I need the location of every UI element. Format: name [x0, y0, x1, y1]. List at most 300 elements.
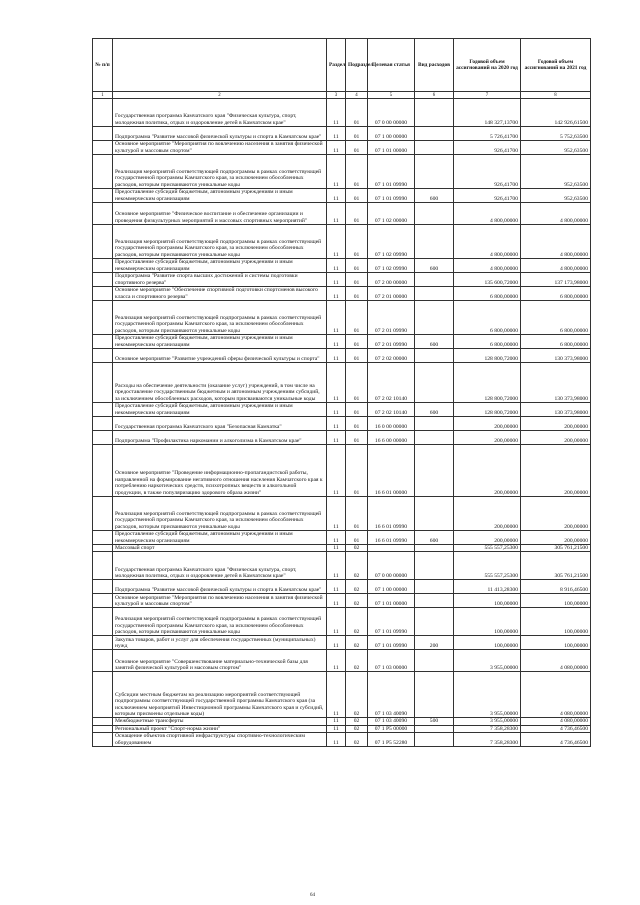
- item-name-cell: Реализация мероприятий соответствующей подпрограммы в рамках соответствующей государственной программы Камчатского края, за исключением обособленных расходов, которым присваиваются уникальные коды: [113, 225, 327, 259]
- index-cell: 1: [93, 92, 113, 99]
- expense-type-cell: [415, 545, 454, 552]
- row-number-cell: [93, 417, 113, 431]
- table-row: [93, 99, 591, 127]
- target-article-cell: 07 0 00 00000: [368, 552, 415, 580]
- row-number-cell: [93, 552, 113, 580]
- target-article-cell: 07 1 01 09990: [368, 189, 415, 203]
- target-article-cell: [368, 545, 415, 552]
- amount-2021-cell: 6 800,00000: [521, 335, 591, 349]
- item-name-cell: Реализация мероприятий соответствующей подпрограммы в рамках соответствующей государственной программы Камчатского края, за исключением обособленных расходов, которым присваиваются уникальные коды: [113, 155, 327, 189]
- index-cell: 6: [415, 92, 454, 99]
- amount-2021-cell: 130 373,98000: [521, 363, 591, 403]
- row-number-cell: [93, 497, 113, 531]
- column-index-row: [93, 92, 591, 99]
- amount-2021-cell: 100,00000: [521, 608, 591, 636]
- row-number-cell: [93, 141, 113, 155]
- amount-2021-cell: 4 800,00000: [521, 203, 591, 225]
- podrazdel-cell: 01: [346, 301, 368, 335]
- razdel-cell: 11: [327, 552, 346, 580]
- item-name-cell: Реализация мероприятий соответствующей подпрограммы в рамках соответствующей государственной программы Камчатского края, за исключением обособленных расходов, которым присваиваются уникальные коды: [113, 497, 327, 531]
- podrazdel-cell: 01: [346, 363, 368, 403]
- target-article-cell: 07 2 01 00000: [368, 287, 415, 301]
- row-number-cell: [93, 287, 113, 301]
- amount-2020-cell: 3 955,00000: [454, 718, 521, 725]
- amount-2020-cell: 5 726,41700: [454, 127, 521, 141]
- table-row: [93, 417, 591, 431]
- row-number-cell: [93, 445, 113, 497]
- amount-2021-cell: 200,00000: [521, 431, 591, 445]
- expense-type-cell: [415, 417, 454, 431]
- amount-2021-cell: 8 916,46500: [521, 580, 591, 594]
- podrazdel-cell: 01: [346, 127, 368, 141]
- amount-2021-cell: 4 080,00000: [521, 672, 591, 718]
- podrazdel-cell: 02: [346, 733, 368, 747]
- amount-2020-cell: 200,00000: [454, 445, 521, 497]
- table-body: [93, 99, 591, 747]
- razdel-cell: 11: [327, 141, 346, 155]
- podrazdel-cell: 01: [346, 531, 368, 545]
- row-number-cell: [93, 155, 113, 189]
- expense-type-cell: [415, 431, 454, 445]
- amount-2020-cell: 555 557,25300: [454, 545, 521, 552]
- item-name-cell: Массовый спорт: [113, 545, 327, 552]
- target-article-cell: 07 1 03 40090: [368, 672, 415, 718]
- amount-2020-cell: 4 800,00000: [454, 225, 521, 259]
- expense-type-cell: [415, 552, 454, 580]
- target-article-cell: 07 1 02 00000: [368, 203, 415, 225]
- item-name-cell: Реализация мероприятий соответствующей подпрограммы в рамках соответствующей государственной программы Камчатского края, за исключением обособленных расходов, которым присваиваются уникальные коды: [113, 301, 327, 335]
- table-row: [93, 594, 591, 608]
- razdel-cell: 11: [327, 189, 346, 203]
- table-row: [93, 531, 591, 545]
- podrazdel-cell: 02: [346, 545, 368, 552]
- podrazdel-cell: 02: [346, 650, 368, 672]
- table-row: [93, 733, 591, 747]
- target-article-cell: 07 1 03 00000: [368, 650, 415, 672]
- table-row: [93, 552, 591, 580]
- table-row: [93, 580, 591, 594]
- amount-2020-cell: 200,00000: [454, 497, 521, 531]
- target-article-cell: 16 6 01 09990: [368, 497, 415, 531]
- razdel-cell: 11: [327, 733, 346, 747]
- table-row: [93, 672, 591, 718]
- header-name: [113, 39, 327, 92]
- amount-2020-cell: 3 955,00000: [454, 650, 521, 672]
- expense-type-cell: [415, 203, 454, 225]
- row-number-cell: [93, 636, 113, 650]
- razdel-cell: 11: [327, 608, 346, 636]
- amount-2020-cell: 11 413,28300: [454, 580, 521, 594]
- table-row: [93, 431, 591, 445]
- row-number-cell: [93, 650, 113, 672]
- razdel-cell: 11: [327, 431, 346, 445]
- row-number-cell: [93, 608, 113, 636]
- table-row: [93, 636, 591, 650]
- expense-type-cell: [415, 733, 454, 747]
- podrazdel-cell: 02: [346, 552, 368, 580]
- table-row: [93, 445, 591, 497]
- razdel-cell: 11: [327, 718, 346, 725]
- razdel-cell: 11: [327, 636, 346, 650]
- budget-sheet: [92, 38, 590, 747]
- target-article-cell: 07 1 03 40090: [368, 718, 415, 725]
- expense-type-cell: [415, 287, 454, 301]
- item-name-cell: Подпрограмма "Развитие спорта высших достижений и системы подготовки спортивного резерва": [113, 273, 327, 287]
- item-name-cell: Основное мероприятие "Физическое воспитание и обеспечение организации и проведения физкультурных мероприятий и массовых спортивных мероприятий": [113, 203, 327, 225]
- item-name-cell: Основное мероприятие "Мероприятия по вовлечению населения в занятия физической культурой и массовым спортом": [113, 594, 327, 608]
- table-row: [93, 127, 591, 141]
- amount-2021-cell: 200,00000: [521, 531, 591, 545]
- razdel-cell: 11: [327, 725, 346, 732]
- podrazdel-cell: 01: [346, 417, 368, 431]
- index-cell: 5: [368, 92, 415, 99]
- table-row: [93, 225, 591, 259]
- podrazdel-cell: 02: [346, 725, 368, 732]
- amount-2021-cell: 200,00000: [521, 497, 591, 531]
- target-article-cell: 16 6 01 00000: [368, 445, 415, 497]
- row-number-cell: [93, 545, 113, 552]
- amount-2021-cell: 4 080,00000: [521, 650, 591, 672]
- item-name-cell: Подпрограмма "Развитие массовой физической культуры и спорта в Камчатском крае": [113, 580, 327, 594]
- podrazdel-cell: 01: [346, 287, 368, 301]
- item-name-cell: Предоставление субсидий бюджетным, автономным учреждениям и иным некоммерческим организациям: [113, 189, 327, 203]
- header-target-article: Целевая статья: [368, 39, 415, 92]
- podrazdel-cell: 01: [346, 431, 368, 445]
- item-name-cell: Предоставление субсидий бюджетным, автономным учреждениям и иным некоммерческим организациям: [113, 531, 327, 545]
- target-article-cell: 07 1 P5 00000: [368, 725, 415, 732]
- target-article-cell: 07 1 P5 52280: [368, 733, 415, 747]
- razdel-cell: 11: [327, 531, 346, 545]
- budget-table: [92, 38, 591, 747]
- amount-2021-cell: 100,00000: [521, 594, 591, 608]
- item-name-cell: Основное мероприятие "Проведение информационно-пропагандистской работы, направленной на формирование негативного отношения населения Камчатского края к потреблению наркотических средств, психотропных веществ и алкогольной продукции, в также популяризацию здорового образа жизни": [113, 445, 327, 497]
- amount-2020-cell: 100,00000: [454, 608, 521, 636]
- page-number: 64: [310, 893, 315, 898]
- target-article-cell: 07 1 01 00000: [368, 594, 415, 608]
- amount-2021-cell: 952,63500: [521, 189, 591, 203]
- index-cell: 2: [113, 92, 327, 99]
- razdel-cell: 11: [327, 594, 346, 608]
- expense-type-cell: 600: [415, 531, 454, 545]
- index-cell: 3: [327, 92, 346, 99]
- podrazdel-cell: 02: [346, 594, 368, 608]
- target-article-cell: 16 6 00 00000: [368, 431, 415, 445]
- row-number-cell: [93, 733, 113, 747]
- target-article-cell: 07 1 02 09990: [368, 259, 415, 273]
- row-number-cell: [93, 580, 113, 594]
- expense-type-cell: [415, 580, 454, 594]
- expense-type-cell: 200: [415, 636, 454, 650]
- row-number-cell: [93, 335, 113, 349]
- amount-2021-cell: 305 761,21500: [521, 545, 591, 552]
- item-name-cell: Государственная программа Камчатского края "Безопасная Камчатка": [113, 417, 327, 431]
- table-row: [93, 545, 591, 552]
- razdel-cell: 11: [327, 99, 346, 127]
- index-cell: 7: [454, 92, 521, 99]
- expense-type-cell: [415, 127, 454, 141]
- amount-2020-cell: 100,00000: [454, 636, 521, 650]
- amount-2020-cell: 200,00000: [454, 531, 521, 545]
- razdel-cell: 11: [327, 672, 346, 718]
- row-number-cell: [93, 431, 113, 445]
- razdel-cell: 11: [327, 301, 346, 335]
- amount-2020-cell: 3 955,00000: [454, 672, 521, 718]
- amount-2020-cell: 148 327,13700: [454, 99, 521, 127]
- podrazdel-cell: 01: [346, 99, 368, 127]
- podrazdel-cell: 02: [346, 636, 368, 650]
- amount-2021-cell: 200,00000: [521, 445, 591, 497]
- index-cell: 4: [346, 92, 368, 99]
- table-row: [93, 189, 591, 203]
- amount-2021-cell: 4 080,00000: [521, 718, 591, 725]
- header-2021: Годовой объем ассигнований на 2021 год: [521, 39, 591, 92]
- amount-2021-cell: 4 736,46500: [521, 733, 591, 747]
- row-number-cell: [93, 718, 113, 725]
- razdel-cell: 11: [327, 127, 346, 141]
- item-name-cell: Закупка товаров, работ и услуг для обеспечения государственных (муниципальных) нужд: [113, 636, 327, 650]
- razdel-cell: 11: [327, 445, 346, 497]
- row-number-cell: [93, 259, 113, 273]
- podrazdel-cell: 01: [346, 273, 368, 287]
- amount-2021-cell: 4 800,00000: [521, 259, 591, 273]
- row-number-cell: [93, 203, 113, 225]
- podrazdel-cell: 01: [346, 335, 368, 349]
- target-article-cell: 07 2 01 09990: [368, 335, 415, 349]
- amount-2020-cell: 128 800,72000: [454, 363, 521, 403]
- item-name-cell: Основное мероприятие "Развитие учреждений сферы физической культуры и спорта": [113, 349, 327, 363]
- amount-2021-cell: 4 800,00000: [521, 225, 591, 259]
- item-name-cell: Государственная программа Камчатского края "Физическая культура, спорт, молодежная политика, отдых и оздоровление детей в Камчатском крае": [113, 552, 327, 580]
- expense-type-cell: [415, 141, 454, 155]
- amount-2020-cell: 926,41700: [454, 155, 521, 189]
- razdel-cell: 11: [327, 580, 346, 594]
- target-article-cell: 07 2 00 00000: [368, 273, 415, 287]
- index-cell: 8: [521, 92, 591, 99]
- table-row: [93, 403, 591, 417]
- podrazdel-cell: 02: [346, 580, 368, 594]
- amount-2021-cell: 200,00000: [521, 417, 591, 431]
- amount-2020-cell: 4 800,00000: [454, 259, 521, 273]
- expense-type-cell: [415, 155, 454, 189]
- amount-2020-cell: 200,00000: [454, 417, 521, 431]
- row-number-cell: [93, 225, 113, 259]
- target-article-cell: 07 2 01 09990: [368, 301, 415, 335]
- razdel-cell: 11: [327, 497, 346, 531]
- podrazdel-cell: 02: [346, 672, 368, 718]
- item-name-cell: Региональный проект "Спорт-норма жизни": [113, 725, 327, 732]
- table-row: [93, 363, 591, 403]
- amount-2020-cell: 4 800,00000: [454, 203, 521, 225]
- podrazdel-cell: 02: [346, 608, 368, 636]
- target-article-cell: 07 1 00 00000: [368, 127, 415, 141]
- amount-2020-cell: 128 800,72000: [454, 403, 521, 417]
- amount-2021-cell: 305 761,21500: [521, 552, 591, 580]
- target-article-cell: 16 6 01 09990: [368, 531, 415, 545]
- item-name-cell: Реализация мероприятий соответствующей подпрограммы в рамках соответствующей государственной программы Камчатского края, за исключением обособленных расходов, которым присваиваются уникальные коды: [113, 608, 327, 636]
- amount-2021-cell: 4 736,46500: [521, 725, 591, 732]
- table-row: [93, 335, 591, 349]
- header-expense-type: Вид расходов: [415, 39, 454, 92]
- table-row: [93, 608, 591, 636]
- row-number-cell: [93, 672, 113, 718]
- amount-2021-cell: 137 173,98000: [521, 273, 591, 287]
- item-name-cell: Межбюджетные трансферты: [113, 718, 327, 725]
- header-razdel: Раздел: [327, 39, 346, 92]
- target-article-cell: 07 1 01 09990: [368, 636, 415, 650]
- razdel-cell: 11: [327, 650, 346, 672]
- expense-type-cell: [415, 497, 454, 531]
- table-row: [93, 287, 591, 301]
- table-row: [93, 141, 591, 155]
- target-article-cell: 07 2 02 00000: [368, 349, 415, 363]
- table-row: [93, 349, 591, 363]
- razdel-cell: 11: [327, 273, 346, 287]
- podrazdel-cell: 02: [346, 718, 368, 725]
- item-name-cell: Подпрограмма "Профилактика наркомании и алкоголизма в Камчатском крае": [113, 431, 327, 445]
- row-number-cell: [93, 403, 113, 417]
- table-row: [93, 259, 591, 273]
- row-number-cell: [93, 363, 113, 403]
- razdel-cell: 11: [327, 203, 346, 225]
- razdel-cell: 11: [327, 545, 346, 552]
- amount-2020-cell: 135 600,72000: [454, 273, 521, 287]
- target-article-cell: 16 0 00 00000: [368, 417, 415, 431]
- row-number-cell: [93, 99, 113, 127]
- expense-type-cell: [415, 672, 454, 718]
- amount-2021-cell: 952,63500: [521, 155, 591, 189]
- item-name-cell: Предоставление субсидий бюджетным, автономным учреждениям и иным некоммерческим организациям: [113, 403, 327, 417]
- expense-type-cell: [415, 99, 454, 127]
- expense-type-cell: [415, 594, 454, 608]
- podrazdel-cell: 01: [346, 259, 368, 273]
- item-name-cell: Основное мероприятие "Обеспечение спортивной подготовки спортсменов высокого класса и спортивного резерва": [113, 287, 327, 301]
- podrazdel-cell: 01: [346, 155, 368, 189]
- target-article-cell: 07 2 02 10140: [368, 363, 415, 403]
- item-name-cell: Основное мероприятие "Совершенствование материально-технической базы для занятий физической культурой и массовым спортом": [113, 650, 327, 672]
- row-number-cell: [93, 189, 113, 203]
- expense-type-cell: [415, 445, 454, 497]
- amount-2020-cell: 128 800,72000: [454, 349, 521, 363]
- amount-2021-cell: 130 373,98000: [521, 403, 591, 417]
- row-number-cell: [93, 273, 113, 287]
- podrazdel-cell: 01: [346, 189, 368, 203]
- podrazdel-cell: 01: [346, 141, 368, 155]
- item-name-cell: Оснащение объектов спортивной инфраструктуры спортивно-технологическим оборудованием: [113, 733, 327, 747]
- header-index: № п/п: [93, 39, 113, 92]
- target-article-cell: 07 1 01 09990: [368, 608, 415, 636]
- header-podrazdel: Подраздел: [346, 39, 368, 92]
- razdel-cell: 11: [327, 259, 346, 273]
- razdel-cell: 11: [327, 403, 346, 417]
- razdel-cell: 11: [327, 155, 346, 189]
- amount-2021-cell: 6 800,00000: [521, 287, 591, 301]
- item-name-cell: Расходы на обеспечение деятельности (оказание услуг) учреждений, в том числе на предоставление государственным бюджетным и автономным учреждениям субсидий, за исключением обособленных расходов, которым присваиваются уникальные коды: [113, 363, 327, 403]
- target-article-cell: 07 1 01 00000: [368, 141, 415, 155]
- header-row: [93, 39, 591, 92]
- expense-type-cell: [415, 225, 454, 259]
- expense-type-cell: [415, 725, 454, 732]
- amount-2020-cell: 926,41700: [454, 189, 521, 203]
- target-article-cell: 07 1 01 09990: [368, 155, 415, 189]
- table-row: [93, 155, 591, 189]
- amount-2020-cell: 6 800,00000: [454, 301, 521, 335]
- amount-2020-cell: 6 800,00000: [454, 335, 521, 349]
- expense-type-cell: [415, 273, 454, 287]
- item-name-cell: Предоставление субсидий бюджетным, автономным учреждениям и иным некоммерческим организациям: [113, 335, 327, 349]
- table-row: [93, 718, 591, 725]
- podrazdel-cell: 01: [346, 225, 368, 259]
- expense-type-cell: [415, 363, 454, 403]
- podrazdel-cell: 01: [346, 349, 368, 363]
- amount-2021-cell: 100,00000: [521, 636, 591, 650]
- amount-2021-cell: 6 800,00000: [521, 301, 591, 335]
- item-name-cell: Основное мероприятие "Мероприятия по вовлечению населения в занятия физической культурой и массовым спортом": [113, 141, 327, 155]
- expense-type-cell: 600: [415, 189, 454, 203]
- target-article-cell: 07 0 00 00000: [368, 99, 415, 127]
- amount-2020-cell: 555 557,25300: [454, 552, 521, 580]
- row-number-cell: [93, 349, 113, 363]
- row-number-cell: [93, 531, 113, 545]
- amount-2021-cell: 130 373,98000: [521, 349, 591, 363]
- razdel-cell: 11: [327, 287, 346, 301]
- row-number-cell: [93, 127, 113, 141]
- amount-2020-cell: 926,41700: [454, 141, 521, 155]
- row-number-cell: [93, 594, 113, 608]
- amount-2021-cell: 142 926,61500: [521, 99, 591, 127]
- amount-2020-cell: 7 358,28300: [454, 733, 521, 747]
- amount-2021-cell: 5 752,63500: [521, 127, 591, 141]
- podrazdel-cell: 01: [346, 445, 368, 497]
- podrazdel-cell: 01: [346, 497, 368, 531]
- expense-type-cell: 600: [415, 335, 454, 349]
- expense-type-cell: [415, 301, 454, 335]
- expense-type-cell: [415, 650, 454, 672]
- razdel-cell: 11: [327, 363, 346, 403]
- expense-type-cell: 600: [415, 403, 454, 417]
- podrazdel-cell: 01: [346, 203, 368, 225]
- item-name-cell: Предоставление субсидий бюджетным, автономным учреждениям и иным некоммерческим организациям: [113, 259, 327, 273]
- table-row: [93, 203, 591, 225]
- razdel-cell: 11: [327, 349, 346, 363]
- expense-type-cell: [415, 349, 454, 363]
- expense-type-cell: [415, 608, 454, 636]
- table-row: [93, 725, 591, 732]
- expense-type-cell: 600: [415, 259, 454, 273]
- expense-type-cell: 500: [415, 718, 454, 725]
- table-row: [93, 650, 591, 672]
- amount-2020-cell: 200,00000: [454, 431, 521, 445]
- row-number-cell: [93, 725, 113, 732]
- target-article-cell: 07 1 00 00000: [368, 580, 415, 594]
- razdel-cell: 11: [327, 417, 346, 431]
- item-name-cell: Субсидии местным бюджетам на реализацию мероприятий соответствующей подпрограммы соответствующей государственной программы Камчатского края (за исключением мероприятий Инвестиционной программы Камчатского края и субсидий, которым присвоены отдельные коды): [113, 672, 327, 718]
- razdel-cell: 11: [327, 335, 346, 349]
- amount-2021-cell: 952,63500: [521, 141, 591, 155]
- row-number-cell: [93, 301, 113, 335]
- target-article-cell: 07 2 02 10140: [368, 403, 415, 417]
- table-row: [93, 497, 591, 531]
- target-article-cell: 07 1 02 09990: [368, 225, 415, 259]
- item-name-cell: Государственная программа Камчатского края "Физическая культура, спорт, молодежная политика, отдых и оздоровление детей в Камчатском крае": [113, 99, 327, 127]
- amount-2020-cell: 7 358,28300: [454, 725, 521, 732]
- table-row: [93, 301, 591, 335]
- amount-2020-cell: 100,00000: [454, 594, 521, 608]
- table-row: [93, 273, 591, 287]
- razdel-cell: 11: [327, 225, 346, 259]
- podrazdel-cell: 01: [346, 403, 368, 417]
- amount-2020-cell: 6 800,00000: [454, 287, 521, 301]
- item-name-cell: Подпрограмма "Развитие массовой физической культуры и спорта в Камчатском крае": [113, 127, 327, 141]
